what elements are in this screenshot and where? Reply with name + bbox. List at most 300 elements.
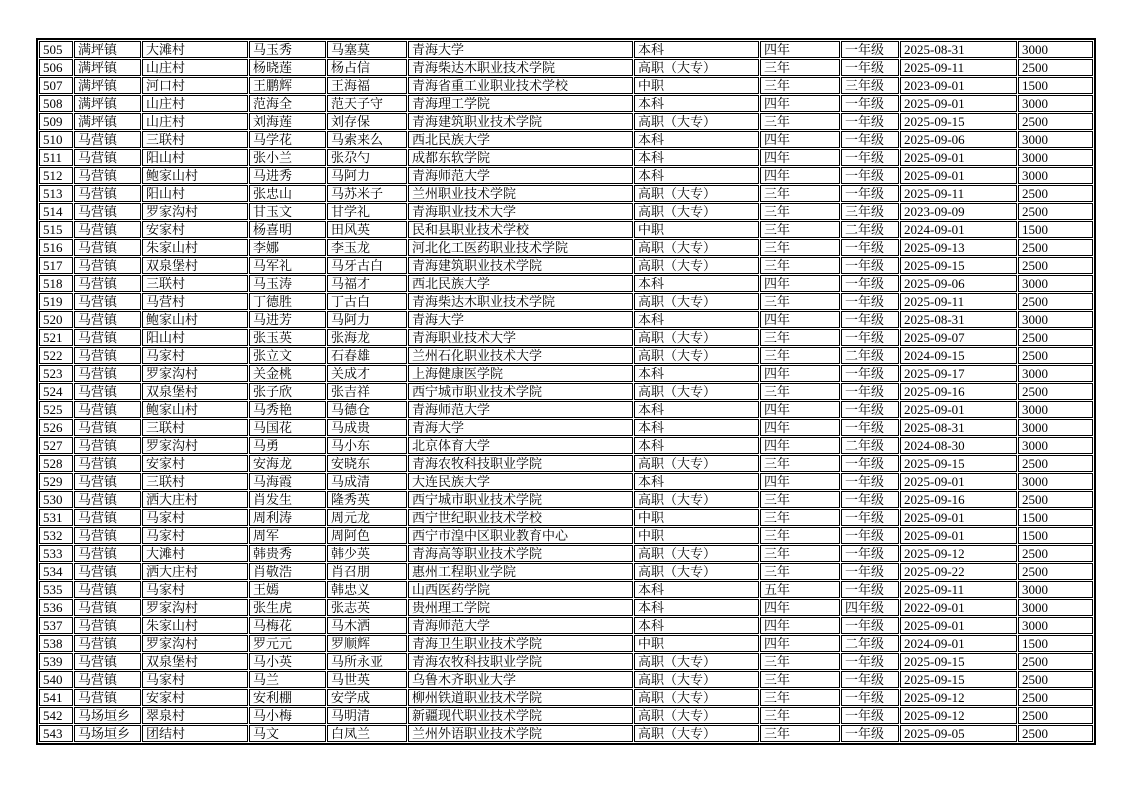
grade-cell: 一年级 xyxy=(841,617,899,634)
table-row xyxy=(39,329,1093,346)
student-name-cell: 张生虎 xyxy=(249,599,326,616)
guardian-name-cell: 马索来么 xyxy=(327,131,407,148)
grade-cell: 三年级 xyxy=(841,203,899,220)
grade-cell: 一年级 xyxy=(841,563,899,580)
school-cell: 青海大学 xyxy=(408,41,633,58)
date-cell: 2025-09-01 xyxy=(900,167,1017,184)
student-name-cell: 范海全 xyxy=(249,95,326,112)
school-cell: 青海建筑职业技术学院 xyxy=(408,113,633,130)
school-cell: 河北化工医药职业技术学院 xyxy=(408,239,633,256)
date-cell: 2025-09-12 xyxy=(900,545,1017,562)
education-level-cell: 高职（大专） xyxy=(634,707,759,724)
amount-cell: 2500 xyxy=(1018,689,1093,706)
amount-cell: 2500 xyxy=(1018,545,1093,562)
education-level-cell: 高职（大专） xyxy=(634,113,759,130)
table-row xyxy=(39,59,1093,76)
grade-cell: 四年级 xyxy=(841,599,899,616)
amount-cell: 2500 xyxy=(1018,653,1093,670)
education-level-cell: 本科 xyxy=(634,131,759,148)
student-name-cell: 王鹏辉 xyxy=(249,77,326,94)
school-cell: 青海师范大学 xyxy=(408,617,633,634)
row-number-cell: 507 xyxy=(39,77,73,94)
student-name-cell: 关金桃 xyxy=(249,365,326,382)
guardian-name-cell: 肖召朋 xyxy=(327,563,407,580)
grade-cell: 一年级 xyxy=(841,167,899,184)
duration-cell: 三年 xyxy=(760,707,840,724)
town-cell: 马营镇 xyxy=(74,581,141,598)
duration-cell: 三年 xyxy=(760,239,840,256)
school-cell: 青海大学 xyxy=(408,419,633,436)
grade-cell: 一年级 xyxy=(841,239,899,256)
amount-cell: 2500 xyxy=(1018,239,1093,256)
duration-cell: 三年 xyxy=(760,383,840,400)
guardian-name-cell: 李玉龙 xyxy=(327,239,407,256)
school-cell: 惠州工程职业学院 xyxy=(408,563,633,580)
row-number-cell: 535 xyxy=(39,581,73,598)
grade-cell: 一年级 xyxy=(841,671,899,688)
village-cell: 马家村 xyxy=(142,581,248,598)
town-cell: 马营镇 xyxy=(74,275,141,292)
amount-cell: 2500 xyxy=(1018,203,1093,220)
guardian-name-cell: 白凤兰 xyxy=(327,725,407,742)
village-cell: 双泉堡村 xyxy=(142,257,248,274)
education-level-cell: 本科 xyxy=(634,419,759,436)
guardian-name-cell: 马塞莫 xyxy=(327,41,407,58)
guardian-name-cell: 马福才 xyxy=(327,275,407,292)
town-cell: 满坪镇 xyxy=(74,95,141,112)
grade-cell: 一年级 xyxy=(841,653,899,670)
education-level-cell: 高职（大专） xyxy=(634,671,759,688)
village-cell: 罗家沟村 xyxy=(142,599,248,616)
town-cell: 马营镇 xyxy=(74,239,141,256)
school-cell: 贵州理工学院 xyxy=(408,599,633,616)
village-cell: 马家村 xyxy=(142,347,248,364)
table-row xyxy=(39,113,1093,130)
row-number-cell: 506 xyxy=(39,59,73,76)
education-level-cell: 高职（大专） xyxy=(634,689,759,706)
amount-cell: 2500 xyxy=(1018,329,1093,346)
village-cell: 鲍家山村 xyxy=(142,311,248,328)
table-row xyxy=(39,473,1093,490)
date-cell: 2025-09-15 xyxy=(900,653,1017,670)
row-number-cell: 515 xyxy=(39,221,73,238)
town-cell: 马场垣乡 xyxy=(74,725,141,742)
education-level-cell: 高职（大专） xyxy=(634,293,759,310)
education-level-cell: 高职（大专） xyxy=(634,725,759,742)
school-cell: 青海师范大学 xyxy=(408,401,633,418)
village-cell: 山庄村 xyxy=(142,95,248,112)
education-level-cell: 高职（大专） xyxy=(634,347,759,364)
student-name-cell: 杨喜明 xyxy=(249,221,326,238)
guardian-name-cell: 韩少英 xyxy=(327,545,407,562)
school-cell: 青海职业技术大学 xyxy=(408,203,633,220)
guardian-name-cell: 杨占信 xyxy=(327,59,407,76)
grade-cell: 一年级 xyxy=(841,293,899,310)
student-name-cell: 张子欣 xyxy=(249,383,326,400)
student-name-cell: 安海龙 xyxy=(249,455,326,472)
amount-cell: 2500 xyxy=(1018,563,1093,580)
row-number-cell: 522 xyxy=(39,347,73,364)
table-row xyxy=(39,311,1093,328)
education-level-cell: 本科 xyxy=(634,167,759,184)
row-number-cell: 530 xyxy=(39,491,73,508)
education-level-cell: 本科 xyxy=(634,437,759,454)
education-level-cell: 高职（大专） xyxy=(634,59,759,76)
grade-cell: 一年级 xyxy=(841,707,899,724)
student-name-cell: 马小英 xyxy=(249,653,326,670)
grade-cell: 一年级 xyxy=(841,689,899,706)
guardian-name-cell: 马成贵 xyxy=(327,419,407,436)
guardian-name-cell: 马成清 xyxy=(327,473,407,490)
table-row xyxy=(39,617,1093,634)
town-cell: 马营镇 xyxy=(74,455,141,472)
date-cell: 2022-09-01 xyxy=(900,599,1017,616)
row-number-cell: 521 xyxy=(39,329,73,346)
town-cell: 马营镇 xyxy=(74,203,141,220)
date-cell: 2025-09-11 xyxy=(900,293,1017,310)
town-cell: 马营镇 xyxy=(74,131,141,148)
date-cell: 2025-09-06 xyxy=(900,131,1017,148)
school-cell: 青海省重工业职业技术学校 xyxy=(408,77,633,94)
grade-cell: 一年级 xyxy=(841,419,899,436)
row-number-cell: 542 xyxy=(39,707,73,724)
town-cell: 满坪镇 xyxy=(74,59,141,76)
duration-cell: 四年 xyxy=(760,419,840,436)
duration-cell: 三年 xyxy=(760,329,840,346)
town-cell: 马营镇 xyxy=(74,527,141,544)
table-row xyxy=(39,635,1093,652)
village-cell: 安家村 xyxy=(142,455,248,472)
grade-cell: 一年级 xyxy=(841,545,899,562)
town-cell: 马营镇 xyxy=(74,671,141,688)
guardian-name-cell: 关成才 xyxy=(327,365,407,382)
duration-cell: 四年 xyxy=(760,167,840,184)
grade-cell: 一年级 xyxy=(841,455,899,472)
table-row xyxy=(39,95,1093,112)
row-number-cell: 531 xyxy=(39,509,73,526)
education-level-cell: 高职（大专） xyxy=(634,491,759,508)
row-number-cell: 543 xyxy=(39,725,73,742)
table-row xyxy=(39,437,1093,454)
row-number-cell: 526 xyxy=(39,419,73,436)
village-cell: 马家村 xyxy=(142,671,248,688)
student-name-cell: 张忠山 xyxy=(249,185,326,202)
row-number-cell: 536 xyxy=(39,599,73,616)
amount-cell: 1500 xyxy=(1018,635,1093,652)
grade-cell: 一年级 xyxy=(841,491,899,508)
student-name-cell: 刘海莲 xyxy=(249,113,326,130)
duration-cell: 四年 xyxy=(760,41,840,58)
guardian-name-cell: 周阿色 xyxy=(327,527,407,544)
amount-cell: 1500 xyxy=(1018,509,1093,526)
date-cell: 2025-09-12 xyxy=(900,689,1017,706)
town-cell: 马营镇 xyxy=(74,473,141,490)
grade-cell: 一年级 xyxy=(841,527,899,544)
date-cell: 2025-09-16 xyxy=(900,383,1017,400)
school-cell: 青海农牧科技职业学院 xyxy=(408,653,633,670)
duration-cell: 三年 xyxy=(760,725,840,742)
guardian-name-cell: 罗顺辉 xyxy=(327,635,407,652)
guardian-name-cell: 马小东 xyxy=(327,437,407,454)
school-cell: 兰州石化职业技术大学 xyxy=(408,347,633,364)
table-row xyxy=(39,149,1093,166)
row-number-cell: 514 xyxy=(39,203,73,220)
duration-cell: 四年 xyxy=(760,95,840,112)
guardian-name-cell: 安晓东 xyxy=(327,455,407,472)
grade-cell: 一年级 xyxy=(841,581,899,598)
village-cell: 洒大庄村 xyxy=(142,491,248,508)
amount-cell: 2500 xyxy=(1018,293,1093,310)
town-cell: 马营镇 xyxy=(74,689,141,706)
duration-cell: 四年 xyxy=(760,275,840,292)
table-row xyxy=(39,527,1093,544)
town-cell: 马营镇 xyxy=(74,617,141,634)
table-row xyxy=(39,653,1093,670)
town-cell: 满坪镇 xyxy=(74,77,141,94)
amount-cell: 3000 xyxy=(1018,473,1093,490)
town-cell: 马营镇 xyxy=(74,347,141,364)
row-number-cell: 527 xyxy=(39,437,73,454)
row-number-cell: 528 xyxy=(39,455,73,472)
guardian-name-cell: 王海福 xyxy=(327,77,407,94)
education-level-cell: 本科 xyxy=(634,365,759,382)
student-name-cell: 张立文 xyxy=(249,347,326,364)
table-row xyxy=(39,257,1093,274)
table-row xyxy=(39,563,1093,580)
grade-cell: 三年级 xyxy=(841,77,899,94)
grade-cell: 一年级 xyxy=(841,131,899,148)
student-name-cell: 马勇 xyxy=(249,437,326,454)
table-row xyxy=(39,41,1093,58)
education-level-cell: 高职（大专） xyxy=(634,257,759,274)
village-cell: 三联村 xyxy=(142,419,248,436)
table-row xyxy=(39,707,1093,724)
village-cell: 洒大庄村 xyxy=(142,563,248,580)
amount-cell: 3000 xyxy=(1018,275,1093,292)
table-row xyxy=(39,365,1093,382)
student-name-cell: 马小梅 xyxy=(249,707,326,724)
school-cell: 西北民族大学 xyxy=(408,131,633,148)
village-cell: 大滩村 xyxy=(142,545,248,562)
education-level-cell: 本科 xyxy=(634,311,759,328)
grade-cell: 一年级 xyxy=(841,149,899,166)
town-cell: 马营镇 xyxy=(74,221,141,238)
student-aid-table xyxy=(36,38,1096,745)
date-cell: 2025-09-16 xyxy=(900,491,1017,508)
school-cell: 西宁城市职业技术学院 xyxy=(408,383,633,400)
duration-cell: 三年 xyxy=(760,527,840,544)
date-cell: 2025-09-22 xyxy=(900,563,1017,580)
row-number-cell: 508 xyxy=(39,95,73,112)
table-row xyxy=(39,275,1093,292)
date-cell: 2024-08-30 xyxy=(900,437,1017,454)
guardian-name-cell: 石春雄 xyxy=(327,347,407,364)
school-cell: 兰州外语职业技术学院 xyxy=(408,725,633,742)
date-cell: 2025-09-01 xyxy=(900,149,1017,166)
education-level-cell: 本科 xyxy=(634,149,759,166)
grade-cell: 一年级 xyxy=(841,329,899,346)
row-number-cell: 509 xyxy=(39,113,73,130)
duration-cell: 四年 xyxy=(760,617,840,634)
duration-cell: 四年 xyxy=(760,131,840,148)
guardian-name-cell: 丁古白 xyxy=(327,293,407,310)
grade-cell: 一年级 xyxy=(841,41,899,58)
amount-cell: 3000 xyxy=(1018,41,1093,58)
date-cell: 2025-09-01 xyxy=(900,527,1017,544)
student-name-cell: 肖发生 xyxy=(249,491,326,508)
amount-cell: 3000 xyxy=(1018,149,1093,166)
education-level-cell: 本科 xyxy=(634,401,759,418)
date-cell: 2024-09-15 xyxy=(900,347,1017,364)
education-level-cell: 高职（大专） xyxy=(634,653,759,670)
town-cell: 马营镇 xyxy=(74,365,141,382)
village-cell: 安家村 xyxy=(142,689,248,706)
school-cell: 北京体育大学 xyxy=(408,437,633,454)
education-level-cell: 本科 xyxy=(634,41,759,58)
duration-cell: 三年 xyxy=(760,689,840,706)
guardian-name-cell: 马木洒 xyxy=(327,617,407,634)
amount-cell: 3000 xyxy=(1018,131,1093,148)
student-name-cell: 马军礼 xyxy=(249,257,326,274)
guardian-name-cell: 张志英 xyxy=(327,599,407,616)
student-name-cell: 马秀艳 xyxy=(249,401,326,418)
table-row xyxy=(39,131,1093,148)
student-name-cell: 马玉涛 xyxy=(249,275,326,292)
table-row xyxy=(39,347,1093,364)
village-cell: 山庄村 xyxy=(142,59,248,76)
town-cell: 马营镇 xyxy=(74,437,141,454)
date-cell: 2025-09-15 xyxy=(900,671,1017,688)
duration-cell: 四年 xyxy=(760,149,840,166)
table-row xyxy=(39,725,1093,742)
date-cell: 2025-09-01 xyxy=(900,473,1017,490)
education-level-cell: 本科 xyxy=(634,599,759,616)
grade-cell: 二年级 xyxy=(841,221,899,238)
date-cell: 2025-09-01 xyxy=(900,401,1017,418)
table-row xyxy=(39,419,1093,436)
town-cell: 马营镇 xyxy=(74,419,141,436)
duration-cell: 五年 xyxy=(760,581,840,598)
student-name-cell: 韩贵秀 xyxy=(249,545,326,562)
grade-cell: 一年级 xyxy=(841,185,899,202)
amount-cell: 2500 xyxy=(1018,257,1093,274)
table-row xyxy=(39,401,1093,418)
guardian-name-cell: 马明清 xyxy=(327,707,407,724)
student-name-cell: 马进秀 xyxy=(249,167,326,184)
date-cell: 2025-09-01 xyxy=(900,509,1017,526)
amount-cell: 2500 xyxy=(1018,185,1093,202)
town-cell: 马营镇 xyxy=(74,149,141,166)
village-cell: 阳山村 xyxy=(142,185,248,202)
guardian-name-cell: 田风英 xyxy=(327,221,407,238)
grade-cell: 一年级 xyxy=(841,113,899,130)
date-cell: 2025-08-31 xyxy=(900,41,1017,58)
town-cell: 马营镇 xyxy=(74,311,141,328)
duration-cell: 四年 xyxy=(760,599,840,616)
amount-cell: 2500 xyxy=(1018,671,1093,688)
duration-cell: 三年 xyxy=(760,653,840,670)
amount-cell: 2500 xyxy=(1018,455,1093,472)
student-name-cell: 周利涛 xyxy=(249,509,326,526)
duration-cell: 四年 xyxy=(760,473,840,490)
guardian-name-cell: 隆秀英 xyxy=(327,491,407,508)
row-number-cell: 533 xyxy=(39,545,73,562)
school-cell: 西宁世纪职业技术学校 xyxy=(408,509,633,526)
row-number-cell: 524 xyxy=(39,383,73,400)
school-cell: 新疆现代职业技术学院 xyxy=(408,707,633,724)
date-cell: 2025-09-11 xyxy=(900,59,1017,76)
village-cell: 大滩村 xyxy=(142,41,248,58)
guardian-name-cell: 马阿力 xyxy=(327,311,407,328)
duration-cell: 三年 xyxy=(760,545,840,562)
row-number-cell: 510 xyxy=(39,131,73,148)
duration-cell: 三年 xyxy=(760,293,840,310)
grade-cell: 二年级 xyxy=(841,635,899,652)
duration-cell: 三年 xyxy=(760,77,840,94)
date-cell: 2024-09-01 xyxy=(900,635,1017,652)
student-name-cell: 马梅花 xyxy=(249,617,326,634)
village-cell: 朱家山村 xyxy=(142,617,248,634)
row-number-cell: 537 xyxy=(39,617,73,634)
amount-cell: 3000 xyxy=(1018,365,1093,382)
village-cell: 三联村 xyxy=(142,275,248,292)
duration-cell: 四年 xyxy=(760,437,840,454)
town-cell: 满坪镇 xyxy=(74,41,141,58)
duration-cell: 四年 xyxy=(760,401,840,418)
duration-cell: 三年 xyxy=(760,509,840,526)
date-cell: 2025-09-15 xyxy=(900,113,1017,130)
amount-cell: 3000 xyxy=(1018,599,1093,616)
table-body xyxy=(39,41,1093,742)
table-row xyxy=(39,293,1093,310)
education-level-cell: 本科 xyxy=(634,473,759,490)
amount-cell: 3000 xyxy=(1018,617,1093,634)
town-cell: 马营镇 xyxy=(74,167,141,184)
guardian-name-cell: 马阿力 xyxy=(327,167,407,184)
guardian-name-cell: 马所永亚 xyxy=(327,653,407,670)
school-cell: 青海职业技术大学 xyxy=(408,329,633,346)
education-level-cell: 高职（大专） xyxy=(634,203,759,220)
grade-cell: 一年级 xyxy=(841,95,899,112)
guardian-name-cell: 马苏米子 xyxy=(327,185,407,202)
date-cell: 2025-09-06 xyxy=(900,275,1017,292)
row-number-cell: 511 xyxy=(39,149,73,166)
row-number-cell: 529 xyxy=(39,473,73,490)
town-cell: 马营镇 xyxy=(74,635,141,652)
school-cell: 柳州铁道职业技术学院 xyxy=(408,689,633,706)
date-cell: 2025-09-17 xyxy=(900,365,1017,382)
row-number-cell: 532 xyxy=(39,527,73,544)
guardian-name-cell: 张海龙 xyxy=(327,329,407,346)
student-name-cell: 张小兰 xyxy=(249,149,326,166)
amount-cell: 1500 xyxy=(1018,221,1093,238)
row-number-cell: 505 xyxy=(39,41,73,58)
row-number-cell: 518 xyxy=(39,275,73,292)
duration-cell: 四年 xyxy=(760,365,840,382)
row-number-cell: 513 xyxy=(39,185,73,202)
table-row xyxy=(39,545,1093,562)
duration-cell: 四年 xyxy=(760,635,840,652)
school-cell: 青海农牧科技职业学院 xyxy=(408,455,633,472)
grade-cell: 一年级 xyxy=(841,383,899,400)
student-name-cell: 马海霞 xyxy=(249,473,326,490)
village-cell: 双泉堡村 xyxy=(142,383,248,400)
amount-cell: 2500 xyxy=(1018,725,1093,742)
table-row xyxy=(39,491,1093,508)
duration-cell: 三年 xyxy=(760,113,840,130)
student-name-cell: 周军 xyxy=(249,527,326,544)
school-cell: 大连民族大学 xyxy=(408,473,633,490)
